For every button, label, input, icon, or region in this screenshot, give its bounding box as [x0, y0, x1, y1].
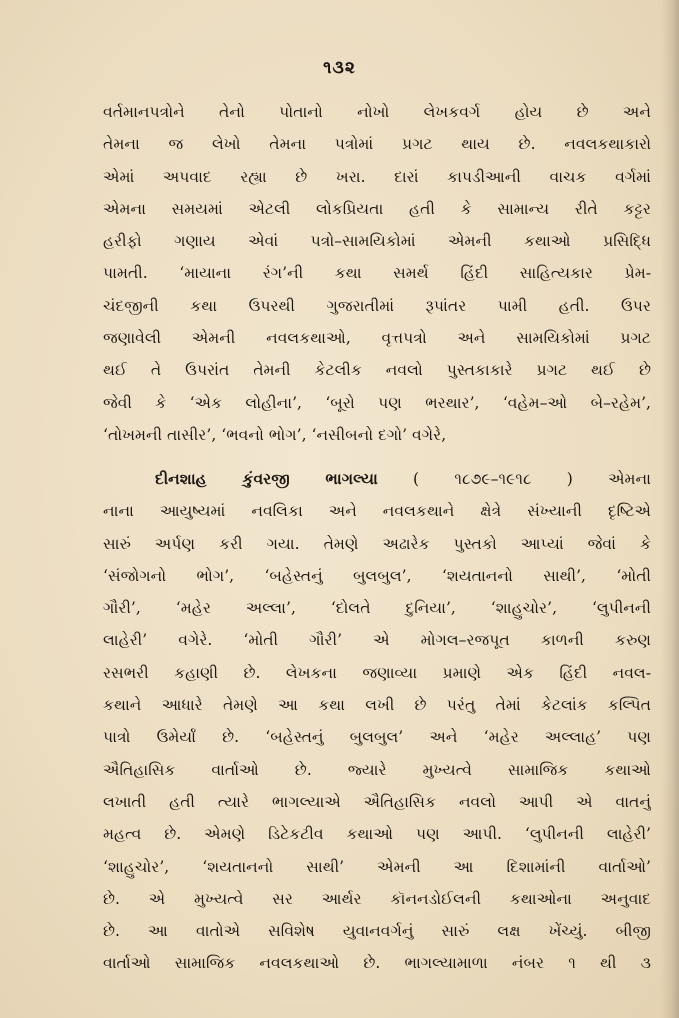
text-line: નાના આયુષ્યમાં નવલિકા અને નવલકથાને ક્ષેત્રે સંખ્યાની દૃષ્ટિએ	[103, 502, 651, 521]
text-line: ‘શાહુચોર’, ‘શયતાનનો સાથી’ એમની આ દિશામાંની વાર્તાઓ’	[103, 857, 651, 876]
text-line: સારું અર્પણ કરી ગયા. તેમણે અઢારેક પુસ્તકો આપ્યાં જેવાં કે	[103, 534, 651, 553]
text-line: ‘સંજોગનો ભોગ’, ‘બહેસ્તનું બુલબુલ’, ‘શયતાનનો સાથી’, ‘મોતી	[103, 566, 651, 585]
text-line: ‘તોખમની તાસીર’, ‘ભવનો ભોગ’, ‘નસીબનો દગો’ વગેરે,	[103, 425, 447, 444]
text-line: રસભરી કહાણી છે. લેખકના જણાવ્યા પ્રમાણે એક હિંદી નવલ-	[103, 663, 651, 682]
text-line: લાહેરી’ વગેરે. ‘મોતી ગૌરી’ એ મોગલ–રજપૂત કાળની કરુણ	[103, 631, 651, 650]
text-line: ઐતિહાસિક વાર્તાઓ છે. જ્યારે મુખ્યત્વે સામાજિક કથાઓ	[103, 760, 651, 779]
text-line: જણાવેલી એમની નવલકથાઓ, વૃત્તપત્રો અને સામયિકોમાં પ્રગટ	[103, 329, 651, 348]
text-line: પાત્રો ઉમેર્યાં છે. ‘બહેસ્તનું બુલબુલ’ અને ‘મહેર અલ્લાહ’ પણ	[103, 728, 651, 747]
text-line: પામતી. ‘માયાના રંગ’ની કથા સમર્થ હિંદી સાહિત્યકાર પ્રેમ-	[103, 264, 651, 283]
paragraph-heading-line	[103, 463, 651, 495]
text-line: થઈ તે ઉપરાંત તેમની કેટલીક નવલો પુસ્તકાકારે પ્રગટ થઈ છે	[103, 361, 651, 380]
paragraph-2	[103, 463, 651, 980]
text-line: મહત્વ છે. એમણે ડિટેકટીવ કથાઓ પણ આપી. ‘લુપીનની લાહેરી’	[103, 825, 651, 844]
text-line: કથાને આધારે તેમણે આ કથા લખી છે પરંતુ તેમાં કેટલાંક કલ્પિત	[103, 696, 651, 715]
text-line: ગૌરી’, ‘મહેર અલ્લા’, ‘દોલતે દુનિયા’, ‘શાહુચોર’, ‘લુપીનની	[103, 599, 651, 618]
text-line: છે. એ મુખ્યત્વે સર આર્થર કૉનનડોઈલની કથાઓના અનુવાદ	[103, 889, 651, 908]
text-line: જેવી કે ‘એક લોહીના’, ‘બૂરો પણ ભરથાર’, ‘વહેમ–ઓ બે–રહેમ’,	[103, 393, 651, 412]
paragraph-1	[103, 96, 651, 451]
text-line: છે. આ વાતોએ સવિશેષ યુવાનવર્ગનું સારું લક્ષ ખેંચ્યું. બીજી	[103, 922, 651, 941]
text-line: વાર્તાઓ સામાજિક નવલકથાઓ છે. ભાગલ્યામાળા નંબર ૧ થી ૩	[103, 954, 651, 973]
text-line: વર્તમાનપત્રોને તેનો પોતાનો નોખો લેખકવર્ગ હોય છે અને	[103, 103, 651, 121]
text-line: તેમના જ લેખો તેમના પત્રોમાં પ્રગટ થાય છે. નવલકથાકારો	[103, 135, 651, 154]
author-name-heading: દીનશાહ કુંવરજી ભાગલ્યા	[155, 469, 378, 488]
text-line: ચંદજીની કથા ઉપરથી ગુજરાતીમાં રૂપાંતર પામી હતી. ઉપર	[103, 296, 651, 315]
text-line: હરીફો ગણાય એવાં પત્રો–સામયિકોમાં એમની કથાઓ પ્રસિદ્ધિ	[103, 232, 651, 251]
heading-dates: ( ૧૮૭૯–૧૯૧૮ ) એમના	[377, 470, 651, 488]
text-line: લખાતી હતી ત્યારે ભાગલ્યાએ ઐતિહાસિક નવલો આપી એ વાતનું	[103, 792, 651, 811]
page-number: ૧૩૨	[323, 58, 356, 78]
text-line: એમાં અપવાદ રહ્યા છે ખરા. દારાં કાપડીઆની વાચક વર્ગમાં	[103, 167, 651, 186]
text-line: એમના સમયમાં એટલી લોકપ્રિયતા હતી કે સામાન્ય રીતે કટ્ટર	[103, 199, 651, 218]
page-gutter-shadow	[661, 0, 679, 1018]
